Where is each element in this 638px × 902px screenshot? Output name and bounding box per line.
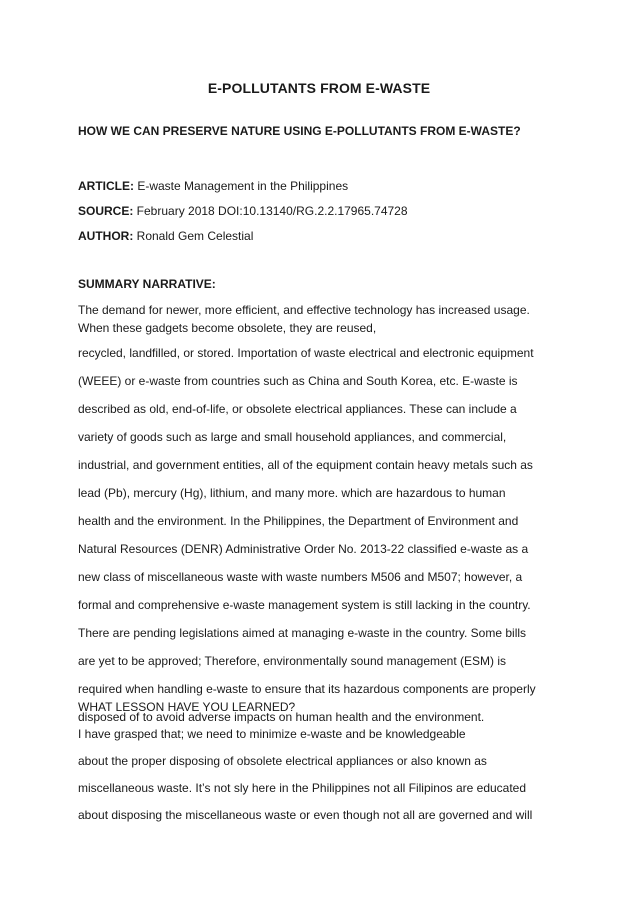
summary-line: formal and comprehensive e-waste management system is still lacking in the country. xyxy=(78,598,531,612)
summary-intro-line: When these gadgets become obsolete, they are reused, xyxy=(78,321,377,335)
summary-line: recycled, landfilled, or stored. Importation of waste electrical and electronic equipment xyxy=(78,346,534,360)
source-value: February 2018 DOI:10.13140/RG.2.2.17965.74728 xyxy=(133,204,408,218)
summary-line: (WEEE) or e-waste from countries such as China and South Korea, etc. E-waste is xyxy=(78,374,518,388)
guiding-question: HOW WE CAN PRESERVE NATURE USING E-POLLUTANTS FROM E-WASTE? xyxy=(78,124,521,138)
lesson-line: about disposing the miscellaneous waste or even though not all are governed and will xyxy=(78,808,533,822)
summary-line: Natural Resources (DENR) Administrative Order No. 2013-22 classified e-waste as a xyxy=(78,542,529,556)
article-line xyxy=(78,179,348,193)
lesson-body xyxy=(78,727,568,835)
summary-heading: SUMMARY NARRATIVE: xyxy=(78,277,216,291)
lesson-heading: WHAT LESSON HAVE YOU LEARNED? xyxy=(78,700,296,714)
summary-intro-line: The demand for newer, more efficient, and effective technology has increased usage. xyxy=(78,303,530,317)
summary-line: health and the environment. In the Philippines, the Department of Environment and xyxy=(78,514,519,528)
author-value: Ronald Gem Celestial xyxy=(133,229,254,243)
summary-body xyxy=(78,346,568,738)
lesson-line: I have grasped that; we need to minimize e-waste and be knowledgeable xyxy=(78,727,466,741)
summary-intro xyxy=(78,301,568,337)
source-label: SOURCE: xyxy=(78,204,134,218)
summary-line: industrial, and government entities, all of the equipment contain heavy metals such as xyxy=(78,458,533,472)
author-line xyxy=(78,229,253,243)
summary-line: variety of goods such as large and small household appliances, and commercial, xyxy=(78,430,507,444)
summary-line: described as old, end-of-life, or obsolete electrical appliances. These can include a xyxy=(78,402,517,416)
summary-line: are yet to be approved; Therefore, environmentally sound management (ESM) is xyxy=(78,654,507,668)
lesson-line: miscellaneous waste. It’s not sly here in the Philippines not all Filipinos are educated xyxy=(78,781,527,795)
lesson-line: about the proper disposing of obsolete electrical appliances or also known as xyxy=(78,754,487,768)
summary-line: new class of miscellaneous waste with waste numbers M506 and M507; however, a xyxy=(78,570,523,584)
source-line xyxy=(78,204,408,218)
summary-line: There are pending legislations aimed at managing e-waste in the country. Some bills xyxy=(78,626,527,640)
summary-line: required when handling e-waste to ensure that its hazardous components are properly xyxy=(78,682,536,696)
document-title: E-POLLUTANTS FROM E-WASTE xyxy=(207,80,431,96)
summary-line: lead (Pb), mercury (Hg), lithium, and many more. which are hazardous to human xyxy=(78,486,506,500)
author-label: AUTHOR: xyxy=(78,229,134,243)
article-label: ARTICLE: xyxy=(78,179,134,193)
article-value: E-waste Management in the Philippines xyxy=(134,179,349,193)
summary-line: disposed of to avoid adverse impacts on human health and the environment. xyxy=(78,710,485,724)
